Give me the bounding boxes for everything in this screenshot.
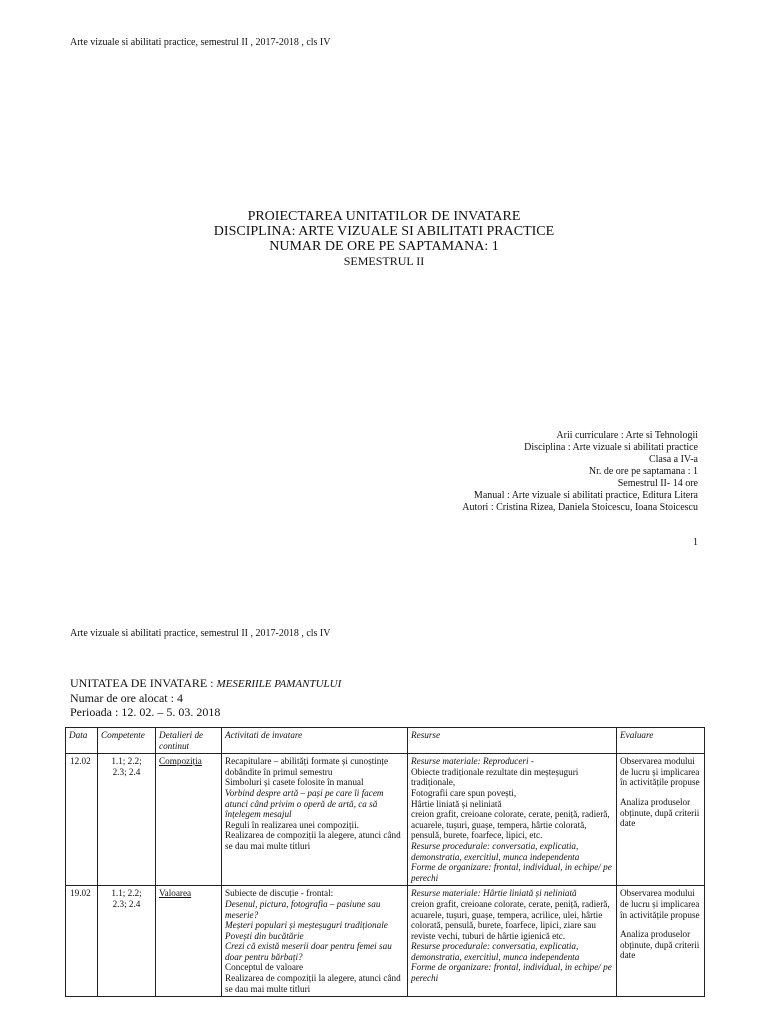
activities-cell [222,886,408,997]
resources-cell [408,754,617,886]
activity-line: Realizarea de compoziții la alegere, atunci când se dau mai multe titluri [225,830,401,851]
evaluation-cell [617,886,705,997]
unit-name: MESERIILE PAMANTULUI [216,678,342,690]
unit-info [70,676,341,719]
activity-line: Simboluri și casete folosite în manual [225,777,364,788]
resource-line: Hârtie liniată și neliniată [411,798,502,809]
resource-line: Resurse procedurale: conversatia, explicatia, demonstratia, exercitiul, munca independenta [411,941,580,962]
content-cell [156,886,222,997]
activity-line: Desenul, pictura, fotografia – pasiune sau meserie? [225,898,381,920]
evaluation-line: Observarea modului de lucru și implicarea în activitățile propuse [620,888,700,920]
resource-line: Obiecte tradiționale rezultate din meșteșuguri tradiționale, [411,766,579,788]
title-line: DISCIPLINA: ARTE VIZUALE SI ABILITATI PRACTICE [213,224,555,239]
title-line: NUMAR DE ORE PE SAPTAMANA: 1 [269,239,499,254]
header-date: Data [66,728,98,754]
resource-line: Forme de organizare: frontal, individual, in echipe/ pe perechi [411,862,612,883]
date-cell: 12.02 [66,754,98,886]
resource-line: Resurse procedurale: conversatia, explicatia, demonstratia, exercitiul, munca independenta [411,840,580,862]
evaluation-line: Observarea modului de lucru și implicarea în activitățile propuse [620,756,700,788]
activity-line: Reguli în realizarea unei compoziții. [225,819,359,830]
activity-line: Vorbind despre artă – pași pe care îi facem atunci când privim o operă de artă, ca să înțelegem mesajul [225,787,384,820]
header-competences: Competente [98,728,156,754]
resource-line: Forme de organizare: frontal, individual, in echipe/ pe perechi [411,962,612,984]
activity-line: Subiecte de discuție - frontal: [225,888,334,899]
info-line: Clasa a IV-a [648,454,698,465]
content-cell [156,754,222,886]
table-row [66,886,705,997]
info-line: Disciplina : Arte vizuale si abilitati practice [524,442,698,453]
resource-line: Resurse materiale: Hârtie liniată și neliniată [411,888,577,899]
activity-line: Recapitulare – abilități formate și cunoștințe dobândite în primul semestru [225,756,389,777]
running-header: Arte vizuale si abilitati practice, semestrul II , 2017-2018 , cls IV [70,37,331,48]
evaluation-line: Analiza produselor obținute, după criterii date [620,929,700,961]
info-line: Autori : Cristina Rizea, Daniela Stoicescu, Ioana Stoicescu [462,502,698,513]
activities-cell [222,754,408,886]
running-header: Arte vizuale si abilitati practice, semestrul II , 2017-2018 , cls IV [70,628,331,639]
evaluation-line: Analiza produselor obținute, după criterii date [620,796,700,829]
resources-cell [408,886,617,997]
info-line: Arii curriculare : Arte si Tehnologii [556,430,698,441]
activity-line: Realizarea de compoziții la alegere, atunci când se dau mai multe titluri [225,973,401,994]
competence-line: 1.1; 2.2; [111,888,142,899]
activity-line: Crezi că există meserii doar pentru femei sau doar pentru bărbați? [225,941,392,962]
competence-line: 2.3; 2.4 [112,898,141,909]
title-line: PROIECTAREA UNITATILOR DE INVATARE [247,209,521,224]
info-line: Semestrul II- 14 ore [617,478,698,489]
activity-line: Meșteri populari și meșteșuguri tradiționale [225,920,388,931]
resource-line: Resurse materiale: Reproduceri - [411,756,534,767]
table-header-row [66,728,705,754]
title-block [0,209,768,269]
evaluation-cell [617,754,705,886]
content-topic: Valoarea [159,888,192,899]
unit-label: UNITATEA DE INVATARE : [70,676,217,690]
semester-label: SEMESTRUL II [343,254,425,268]
hours-allocated: Numar de ore alocat : 4 [70,691,183,705]
planning-table [65,727,705,997]
header-evaluation: Evaluare [617,728,705,754]
competence-line: 1.1; 2.2; [111,756,142,767]
header-activities: Activitati de invatare [222,728,408,754]
info-line: Nr. de ore pe saptamana : 1 [588,466,698,477]
resource-line: creion grafit, creioane colorate, cerate, peniță, radieră, acuarele, tușuri, guașe, tempera, hârtie colorată, pensulă, burete, foarfece, lipici, etc. [411,809,610,841]
activity-line: Conceptul de valoare [225,962,304,973]
resource-line: creion grafit, creioane colorate, cerate, peniță, radieră, acuarele, tușuri, guașe, tempera, acrilice, ulei, hârtie colorată, pensulă, burete, foarfece, lipici, ziare sau reviste vechi, tuburi de hârtie igienică etc. [411,898,610,941]
info-line: Manual : Arte vizuale si abilitati practice, Editura Litera [473,490,698,501]
unit-title-line [70,676,341,691]
course-info-block [462,430,698,514]
competences-cell [98,754,156,886]
table-row [66,754,705,886]
competences-cell [98,886,156,997]
header-content: Detalieri de continut [156,728,222,754]
resource-line: Fotografii care spun povești, [411,787,517,798]
page-number: 1 [693,537,698,548]
period: Perioada : 12. 02. – 5. 03. 2018 [70,705,221,719]
activity-line: Povești din bucătărie [225,930,304,941]
content-topic: Compoziția [159,756,202,767]
header-resources: Resurse [408,728,617,754]
competence-line: 2.3; 2.4 [112,766,141,777]
date-cell: 19.02 [66,886,98,997]
